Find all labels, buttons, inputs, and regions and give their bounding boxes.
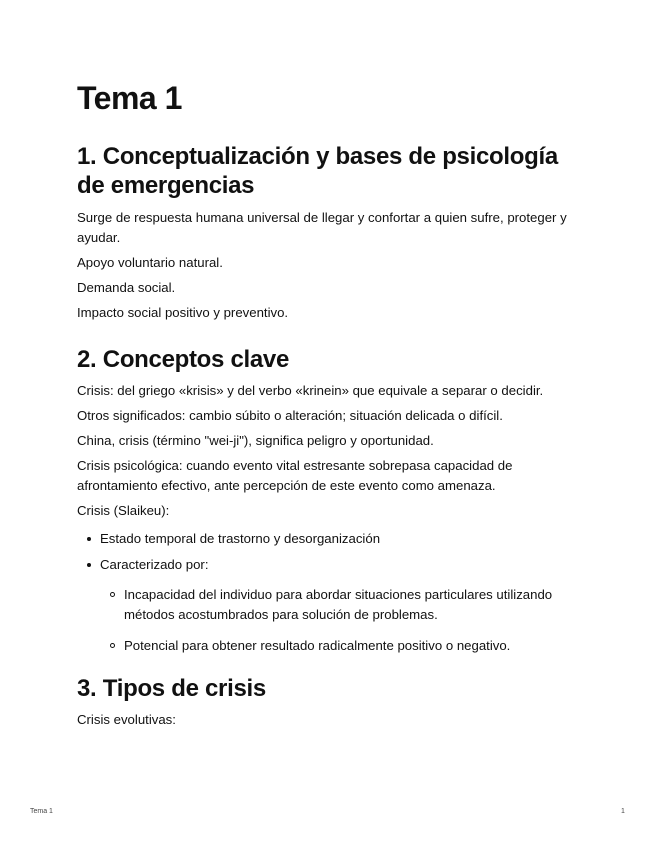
bullet-circle-icon <box>110 643 115 648</box>
sub-list-item-text: Incapacidad del individuo para abordar situaciones particulares utilizando métodos acostumbrados para solución de problemas. <box>124 587 553 622</box>
sub-list-item-text: Potencial para obtener resultado radicalmente positivo o negativo. <box>124 638 511 653</box>
footer-page-number: 1 <box>621 808 625 815</box>
paragraph: Crisis (Slaikeu): <box>77 503 170 518</box>
section-conceptualizacion <box>77 142 587 323</box>
paragraph: Otros significados: cambio súbito o alteración; situación delicada o difícil. <box>77 408 503 423</box>
section-tipos-de-crisis <box>77 674 587 730</box>
section-heading: 3. Tipos de crisis <box>77 675 266 702</box>
paragraph: Surge de respuesta humana universal de llegar y confortar a quien sufre, proteger y ayudar. <box>77 210 567 245</box>
list-item <box>77 555 587 656</box>
list-item <box>77 529 587 549</box>
paragraph: Impacto social positivo y preventivo. <box>77 305 289 320</box>
bullet-dot-icon <box>87 563 91 567</box>
bullet-list <box>77 529 587 656</box>
list-item-text: Estado temporal de trastorno y desorganización <box>100 531 381 546</box>
bullet-dot-icon <box>87 537 91 541</box>
section-heading: 1. Conceptualización y bases de psicología de emergencias <box>77 143 558 199</box>
sub-list-item <box>100 636 587 656</box>
paragraph: Apoyo voluntario natural. <box>77 255 223 270</box>
paragraph: China, crisis (término "wei-ji"), significa peligro y oportunidad. <box>77 433 434 448</box>
footer-document-name: Tema 1 <box>30 808 53 815</box>
paragraph: Demanda social. <box>77 280 176 295</box>
paragraph: Crisis psicológica: cuando evento vital estresante sobrepasa capacidad de afrontamiento efectivo, ante percepción de este evento como amenaza. <box>77 458 513 493</box>
section-heading: 2. Conceptos clave <box>77 346 290 373</box>
sub-list-item <box>100 585 587 625</box>
document-title: Tema 1 <box>77 80 182 116</box>
paragraph: Crisis evolutivas: <box>77 712 176 727</box>
paragraph: Crisis: del griego «krisis» y del verbo «krinein» que equivale a separar o decidir. <box>77 383 544 398</box>
bullet-circle-icon <box>110 592 115 597</box>
list-item-text: Caracterizado por: <box>100 557 209 572</box>
sub-bullet-list <box>100 585 587 656</box>
section-conceptos-clave <box>77 345 587 656</box>
